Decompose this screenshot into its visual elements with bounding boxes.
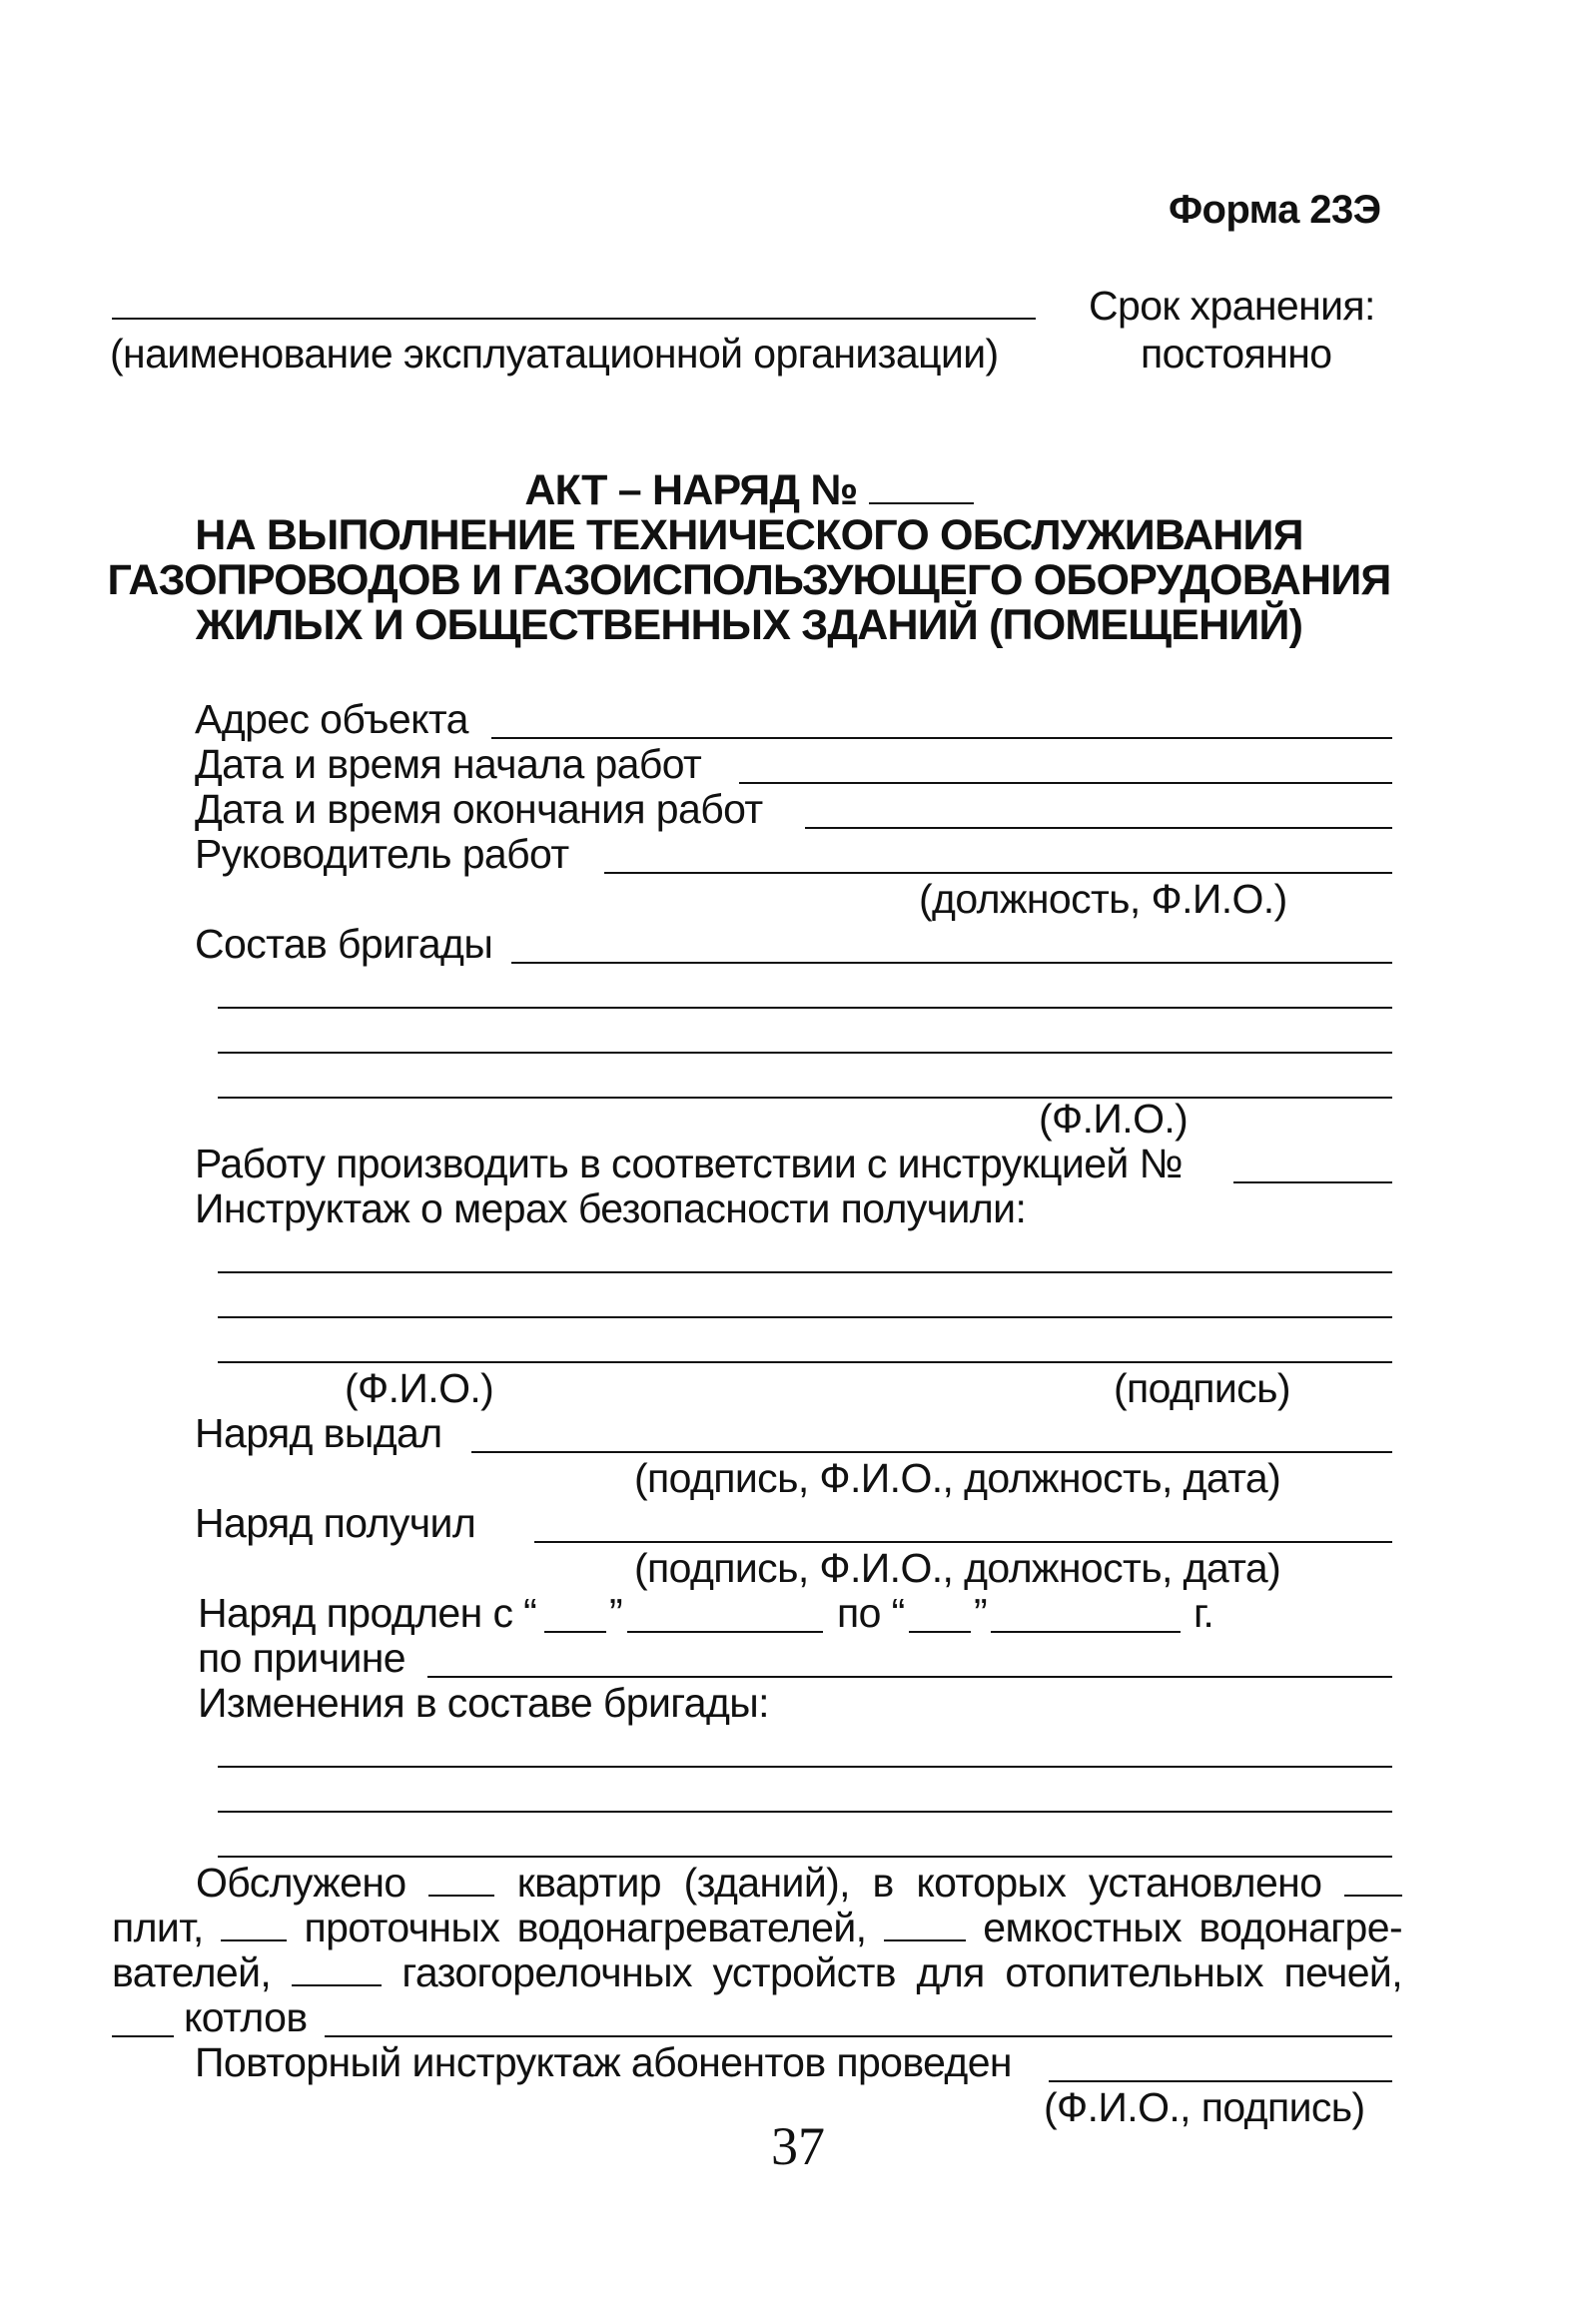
act-number-blank[interactable] <box>869 472 974 504</box>
title-line-1 <box>60 466 1438 514</box>
issued-line[interactable] <box>471 1451 1392 1453</box>
manager-caption: (должность, Ф.И.О.) <box>919 876 1287 922</box>
end-line[interactable] <box>805 827 1392 829</box>
page-number: 37 <box>771 2116 825 2176</box>
issued-label: Наряд выдал <box>195 1410 442 1456</box>
extended-from-day-line[interactable] <box>544 1631 606 1633</box>
tank-heaters-label: емкостных водонагре- <box>983 1905 1403 1950</box>
repeat-briefing-label: Повторный инструктаж абонентов проведен <box>195 2039 1012 2085</box>
flow-heaters-label: проточных водонагревателей, <box>304 1905 867 1950</box>
org-caption: (наименование эксплуатационной организации) <box>110 331 999 377</box>
crew-changes-line-1[interactable] <box>218 1766 1392 1768</box>
start-label: Дата и время начала работ <box>195 741 702 787</box>
briefing-line-2[interactable] <box>218 1316 1392 1318</box>
crew-line-1[interactable] <box>511 962 1392 964</box>
apartments-label: квартир (зданий), в которых установлено <box>516 1860 1322 1906</box>
briefing-sign-caption: (подпись) <box>1114 1365 1290 1411</box>
received-caption: (подпись, Ф.И.О., должность, дата) <box>634 1545 1281 1591</box>
extended-to-label: по “ <box>837 1590 905 1636</box>
boilers-line[interactable] <box>325 2035 1392 2037</box>
start-line[interactable] <box>739 782 1392 784</box>
extended-year-label: г. <box>1194 1590 1214 1636</box>
crew-line-3[interactable] <box>218 1052 1392 1054</box>
crew-changes-label: Изменения в составе бригады: <box>198 1680 769 1726</box>
burners-label: газогорелочных устройств для отопительных печей, <box>401 1949 1403 1995</box>
served-label: Обслужено <box>196 1860 406 1906</box>
instruction-number-line[interactable] <box>1233 1181 1392 1183</box>
title-line-4: ЖИЛЫХ И ОБЩЕСТВЕННЫХ ЗДАНИЙ (ПОМЕЩЕНИЙ) <box>195 601 1303 649</box>
received-line[interactable] <box>534 1541 1392 1543</box>
title-line-3: ГАЗОПРОВОДОВ И ГАЗОИСПОЛЬЗУЮЩЕГО ОБОРУДОВАНИЯ <box>107 556 1391 604</box>
reason-label: по причине <box>198 1635 406 1681</box>
extended-quote-2: ” <box>974 1590 988 1636</box>
stoves-count-blank[interactable] <box>1344 1865 1402 1897</box>
end-label: Дата и время окончания работ <box>195 786 763 832</box>
address-line[interactable] <box>491 737 1392 739</box>
received-label: Наряд получил <box>195 1500 476 1546</box>
address-label: Адрес объекта <box>195 696 468 742</box>
repeat-briefing-caption: (Ф.И.О., подпись) <box>1044 2084 1365 2130</box>
retention-value: постоянно <box>1141 331 1332 377</box>
issued-caption: (подпись, Ф.И.О., должность, дата) <box>634 1455 1281 1501</box>
extended-from-month-line[interactable] <box>627 1631 823 1633</box>
briefing-label: Инструктаж о мерах безопасности получили: <box>195 1185 1027 1231</box>
repeat-briefing-line[interactable] <box>1049 2080 1392 2082</box>
instruction-label: Работу производить в соответствии с инструкцией № <box>195 1141 1183 1186</box>
crew-label: Состав бригады <box>195 921 493 967</box>
briefing-line-1[interactable] <box>218 1271 1392 1273</box>
service-line-2 <box>112 1905 1403 1950</box>
service-line-1 <box>112 1860 1402 1906</box>
crew-caption: (Ф.И.О.) <box>1039 1096 1189 1142</box>
crew-line-4[interactable] <box>218 1097 1392 1099</box>
service-line-3 <box>112 1949 1403 1995</box>
reason-line[interactable] <box>427 1676 1392 1678</box>
apartments-count-blank[interactable] <box>428 1865 494 1897</box>
extended-to-day-line[interactable] <box>909 1631 971 1633</box>
burners-count-blank[interactable] <box>292 1954 382 1986</box>
retention-label: Срок хранения: <box>1089 283 1375 329</box>
extended-from-label: Наряд продлен с “ <box>198 1590 537 1636</box>
tank-heaters-count-blank[interactable] <box>884 1910 966 1941</box>
stoves-label: плит, <box>112 1905 204 1950</box>
crew-line-2[interactable] <box>218 1007 1392 1009</box>
briefing-name-caption: (Ф.И.О.) <box>345 1365 494 1411</box>
crew-changes-line-3[interactable] <box>218 1856 1392 1858</box>
org-name-line[interactable] <box>112 318 1036 320</box>
crew-changes-line-2[interactable] <box>218 1811 1392 1813</box>
boilers-count-line[interactable] <box>112 2035 174 2037</box>
title-act-label: АКТ – НАРЯД № <box>524 466 858 514</box>
tank-heaters-label-cont: вателей, <box>112 1949 272 1995</box>
manager-label: Руководитель работ <box>195 831 569 877</box>
manager-line[interactable] <box>604 872 1392 874</box>
flow-heaters-count-blank[interactable] <box>221 1910 287 1941</box>
title-line-2: НА ВЫПОЛНЕНИЕ ТЕХНИЧЕСКОГО ОБСЛУЖИВАНИЯ <box>195 511 1303 559</box>
extended-to-month-line[interactable] <box>991 1631 1181 1633</box>
boilers-label: котлов <box>184 1994 308 2040</box>
briefing-line-3[interactable] <box>218 1361 1392 1363</box>
form-number: Форма 23Э <box>1169 188 1381 232</box>
extended-quote-1: ” <box>609 1590 623 1636</box>
